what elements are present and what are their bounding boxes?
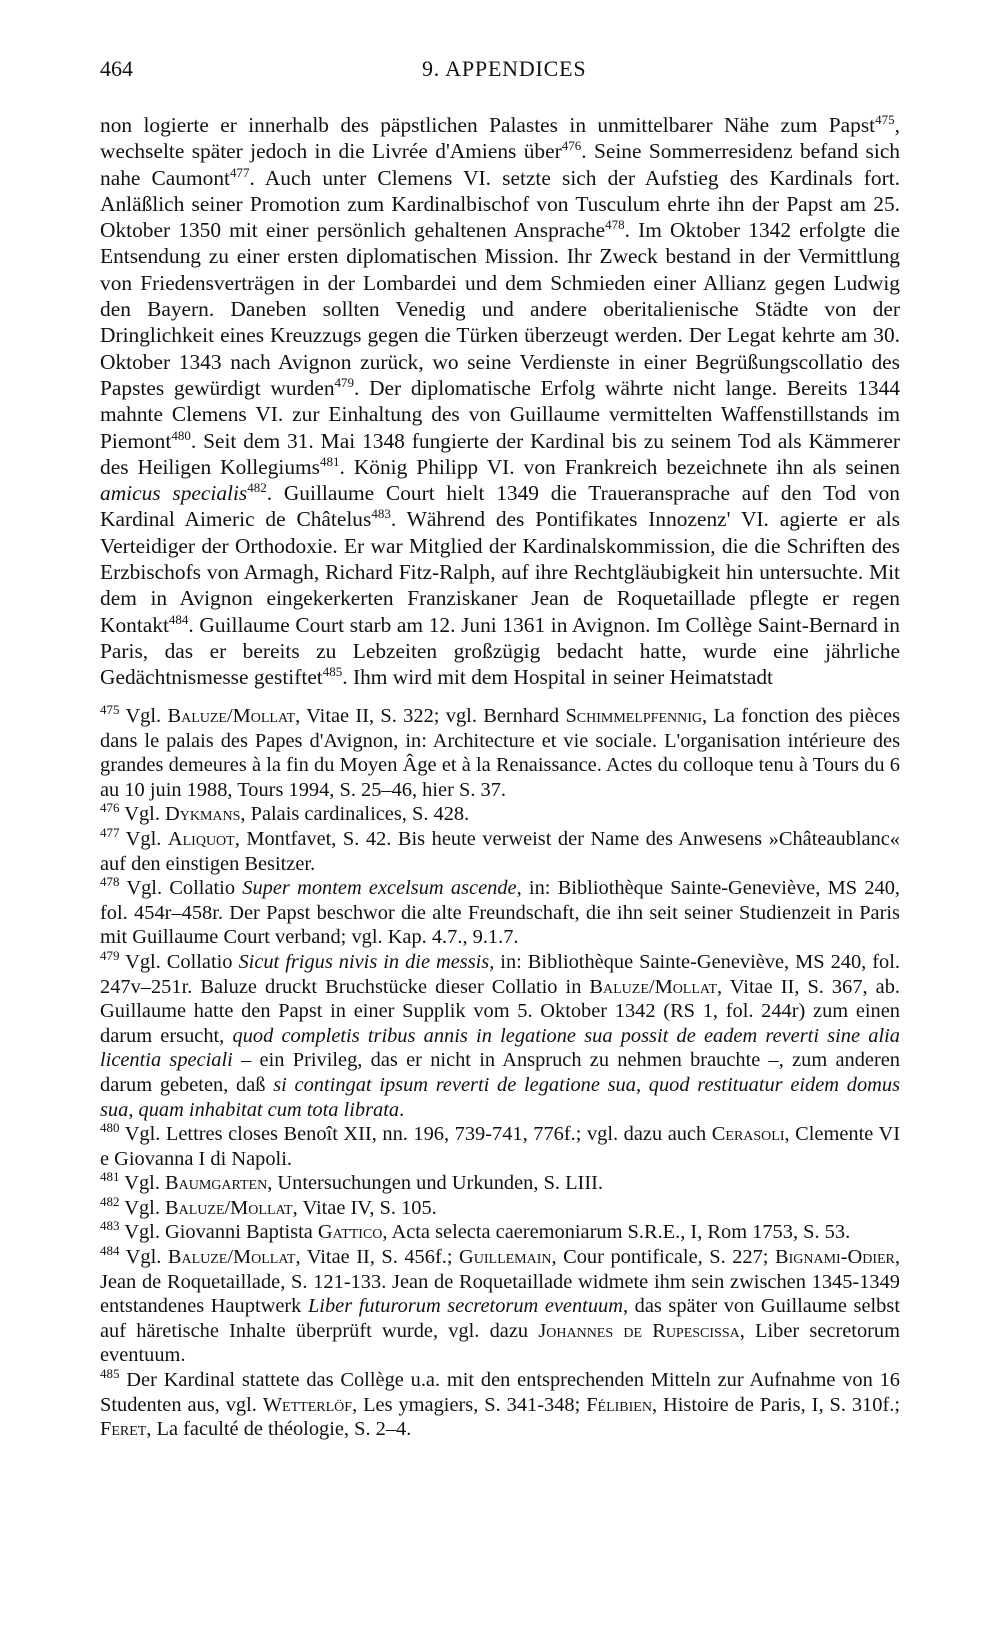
footnote-text: Vgl. — [119, 1196, 166, 1219]
footnote-480 — [100, 1122, 900, 1171]
footnote-number: 475 — [100, 702, 120, 718]
footnote-text: , La faculté de théologie, S. 2–4. — [146, 1418, 412, 1441]
footnote-text: , Vitae II, S. 322; vgl. Bernhard — [295, 705, 566, 727]
text-span: . Im Oktober 1342 erfolgte die Entsendung zu einer ersten diplomatischen Mission. Ihr Zweck bestand in der Vermittlung von Friedensverträgen in der Lombardei und dem Schmieden einer Allianz gegen Ludwig den Bayern. Daneben sollten Venedig und andere oberitalienische Städte von der Dringlichkeit eines Kreuzzugs gegen die Türken überzeugt werden. Der Legat kehrte am 30. Oktober 1343 nach Avignon zurück, wo seine Verdienste in einer Begrüßungscollatio des Papstes gewürdigt wurden — [100, 218, 900, 400]
footnotes-section — [100, 704, 900, 1442]
author-name: Baluze/Mollat — [167, 1246, 296, 1269]
footnote-number: 480 — [100, 1120, 120, 1136]
footnote-text: , Vitae IV, S. 105. — [292, 1196, 437, 1219]
text-span: . Der diplomatische Erfolg währte nicht lange. Bereits 1344 mahnte Clemens VI. zur Einhaltung des von Guillaume vermittelten Waffenstillstands im Piemont — [100, 375, 900, 453]
footnote-text: Vgl. Collatio — [119, 950, 239, 973]
footnote-marker[interactable]: 484 — [168, 611, 189, 627]
footnote-483 — [100, 1220, 900, 1245]
footnote-481 — [100, 1171, 900, 1196]
footnote-number: 481 — [100, 1169, 120, 1185]
footnote-text: Vgl. — [119, 803, 166, 826]
author-name: Aliquot — [167, 827, 235, 850]
latin-title: Sicut frigus nivis in die messis — [238, 950, 490, 973]
text-span: , wechselte später jedoch in die Livrée d'Amiens über — [100, 113, 900, 164]
text-span: . Auch unter Clemens VI. setzte sich der Aufstieg des Kardinals fort. Anläßlich seiner Promotion zum Kardinalbischof von Tusculum ehrte ihn der Papst am 25. Oktober 1350 mit einer persönlich gehaltenen Ansprache — [100, 165, 900, 243]
author-name: Guillemain — [459, 1246, 552, 1269]
footnote-text: , Jean de Roquetaillade, S. 121-133. Jean de Roquetaillade widmete ihm sein zwischen 1345-1349 entstandenes Hauptwerk — [100, 1246, 900, 1318]
footnote-marker[interactable]: 477 — [229, 164, 250, 180]
footnote-marker[interactable]: 483 — [371, 506, 391, 522]
text-span: . Ihm wird mit dem Hospital in seiner Heimatstadt — [342, 665, 773, 690]
footnote-text: , Untersuchungen und Urkunden, S. LIII. — [267, 1172, 604, 1195]
footnote-marker[interactable]: 475 — [875, 112, 895, 128]
author-name: Baluze/Mollat — [167, 705, 296, 727]
footnote-marker[interactable]: 485 — [322, 664, 343, 680]
text-span: non logierte er innerhalb des päpstlichen Palastes in unmittelbarer Nähe zum Papst — [100, 113, 876, 137]
footnote-text: , das später von Guillaume selbst auf häretische Inhalte überprüft wurde, vgl. dazu — [100, 1295, 900, 1342]
footnote-text: , Clemente VI e Giovanna I di Napoli. — [100, 1123, 901, 1170]
footnote-484 — [100, 1245, 900, 1368]
text-span: . Guillaume Court hielt 1349 die Traueransprache auf den Tod von Kardinal Aimeric de Châtelus — [100, 481, 900, 532]
footnote-marker[interactable]: 481 — [319, 454, 340, 470]
footnote-text: Vgl. Lettres closes Benoît XII, nn. 196, 739-741, 776f.; vgl. dazu auch — [119, 1123, 712, 1146]
footnote-text: , Vitae II, S. 456f.; — [295, 1246, 460, 1269]
footnote-marker[interactable]: 480 — [171, 427, 191, 443]
footnote-text: , Histoire de Paris, I, S. 310f.; — [651, 1393, 900, 1416]
footnote-text: , La fonction des pièces dans le palais des Papes d'Avignon, in: Architecture et vie sociale. L'organisation intérieure des grandes demeures à la fin du Moyen Âge et à la Renaissance. Actes du colloque tenu à Tours du 6 au 10 juin 1988, Tours 1994, S. 25–46, hier S. 37. — [100, 705, 901, 801]
latin-quote: quod completis tribus annis in legatione sua possit de eadem reverti sine alia licentia speciali — [100, 1024, 900, 1072]
footnote-number: 483 — [100, 1218, 120, 1234]
page-header — [100, 56, 900, 88]
footnote-number: 477 — [100, 825, 120, 841]
footnote-478 — [100, 876, 900, 950]
text-span: . Seine Sommerresidenz befand sich nahe Caumont — [100, 139, 901, 190]
running-head: 9. APPENDICES — [422, 56, 587, 81]
footnote-text: . — [399, 1098, 405, 1121]
text-span: . König Philipp VI. von Frankreich bezeichnete ihn als seinen — [339, 454, 901, 479]
footnote-text: Vgl. — [119, 827, 168, 850]
footnote-number: 482 — [100, 1194, 120, 1210]
author-name: Gattico — [317, 1221, 383, 1244]
author-name: Cerasoli — [711, 1123, 785, 1146]
footnote-text: Vgl. — [119, 705, 168, 727]
author-name: Baluze/Mollat — [589, 975, 718, 998]
footnote-text: , Palais cardinalices, S. 428. — [240, 803, 470, 826]
footnote-text: – ein Privileg, das er nicht in Anspruch zu nehmen brauchte –, zum anderen darum gebeten, daß — [100, 1049, 900, 1096]
author-name: Schimmelpfennig — [565, 705, 703, 727]
author-name: Wetterlöf — [262, 1393, 353, 1416]
footnote-text: , Acta selecta caeremoniarum S.R.E., I, Rom 1753, S. 53. — [382, 1221, 851, 1244]
text-span: . Während des Pontifikates Innozenz' VI. agierte er als Verteidiger der Orthodoxie. Er war Mitglied der Kardinalskommission, die die Schriften des Erzbischofs von Armagh, Richard Fitz-Ralph, auf ihre Rechtgläubigkeit hin untersuchte. Mit dem in Avignon eingekerkerten Franziskaner Jean de Roquetaillade pflegte er regen Kontakt — [100, 507, 900, 637]
footnote-text: , Montfavet, S. 42. Bis heute verweist der Name des Anwesens »Châteaublanc« auf den einstigen Besitzer. — [100, 827, 901, 875]
text-span: . Guillaume Court starb am 12. Juni 1361 in Avignon. Im Collège Saint-Bernard in Paris, das er bereits zu Lebzeiten großzügig bedacht hatte, wurde eine jährliche Gedächtnismesse gestiftet — [100, 612, 900, 690]
latin-title: Liber futurorum secretorum eventuum — [307, 1295, 623, 1318]
latin-phrase: amicus specialis — [100, 481, 248, 506]
latin-quote: si contingat ipsum reverti de legatione sua, quod restituatur eidem domus sua, quam inhabitat cum tota librata — [100, 1073, 900, 1121]
footnote-text: Vgl. — [119, 1246, 168, 1269]
footnote-477 — [100, 827, 900, 876]
text-span: . Seit dem 31. Mai 1348 fungierte der Kardinal bis zu seinem Tod als Kämmerer des Heiligen Kollegiums — [100, 428, 900, 479]
footnote-476 — [100, 802, 900, 827]
author-name: Feret — [100, 1418, 147, 1441]
footnote-marker[interactable]: 478 — [605, 217, 625, 233]
footnote-text: Der Kardinal stattete das Collège u.a. mit den entsprechenden Mitteln zur Aufnahme von 16 Studenten aus, vgl. — [100, 1369, 900, 1416]
footnote-479 — [100, 950, 900, 1122]
author-name: Baluze/Mollat — [165, 1196, 293, 1219]
footnote-number: 478 — [100, 874, 120, 890]
author-name: Félibien — [586, 1393, 652, 1416]
author-name: Bignami-Odier — [775, 1246, 895, 1269]
footnote-485 — [100, 1368, 900, 1442]
footnote-marker[interactable]: 482 — [247, 480, 267, 496]
author-name: Johannes de Rupescissa — [538, 1319, 740, 1342]
footnote-text: , in: Bibliothèque Sainte-Geneviève, MS 240, fol. 247v–251r. Baluze druckt Bruchstücke dieser Collatio in — [100, 950, 900, 998]
footnote-text: Vgl. Collatio — [119, 877, 243, 900]
footnote-text: , Liber secretorum eventuum. — [100, 1319, 900, 1367]
footnote-number: 484 — [100, 1243, 120, 1259]
footnote-number: 476 — [100, 800, 120, 816]
latin-title: Super montem excelsum ascende — [242, 877, 517, 900]
main-text-paragraph — [100, 112, 900, 691]
footnote-text: , Les ymagiers, S. 341-348; — [352, 1393, 587, 1416]
footnote-text: , in: Bibliothèque Sainte-Geneviève, MS 240, fol. 454r–458r. Der Papst beschwor die alte Freundschaft, die ihn seit seiner Studienzeit in Paris mit Guillaume Court verband; vgl. Kap. 4.7., 9.1.7. — [100, 877, 900, 949]
footnote-number: 485 — [100, 1366, 120, 1382]
page-number: 464 — [100, 56, 133, 81]
footnote-text: Vgl. Giovanni Baptista — [119, 1221, 318, 1244]
footnote-text: , Cour pontificale, S. 227; — [551, 1246, 775, 1269]
author-name: Baumgarten — [165, 1172, 268, 1195]
footnote-marker[interactable]: 479 — [334, 375, 355, 391]
author-name: Dykmans — [165, 803, 241, 826]
footnote-475 — [100, 704, 900, 802]
footnote-number: 479 — [100, 948, 120, 964]
footnote-482 — [100, 1196, 900, 1221]
footnote-marker[interactable]: 476 — [561, 138, 582, 154]
footnote-text: Vgl. — [119, 1172, 166, 1195]
footnote-text: , Vitae II, S. 367, ab. Guillaume hatte den Papst in einer Supplik vom 5. Oktober 1342 (RS 1, fol. 244r) zum einen darum ersucht, — [100, 975, 900, 1047]
